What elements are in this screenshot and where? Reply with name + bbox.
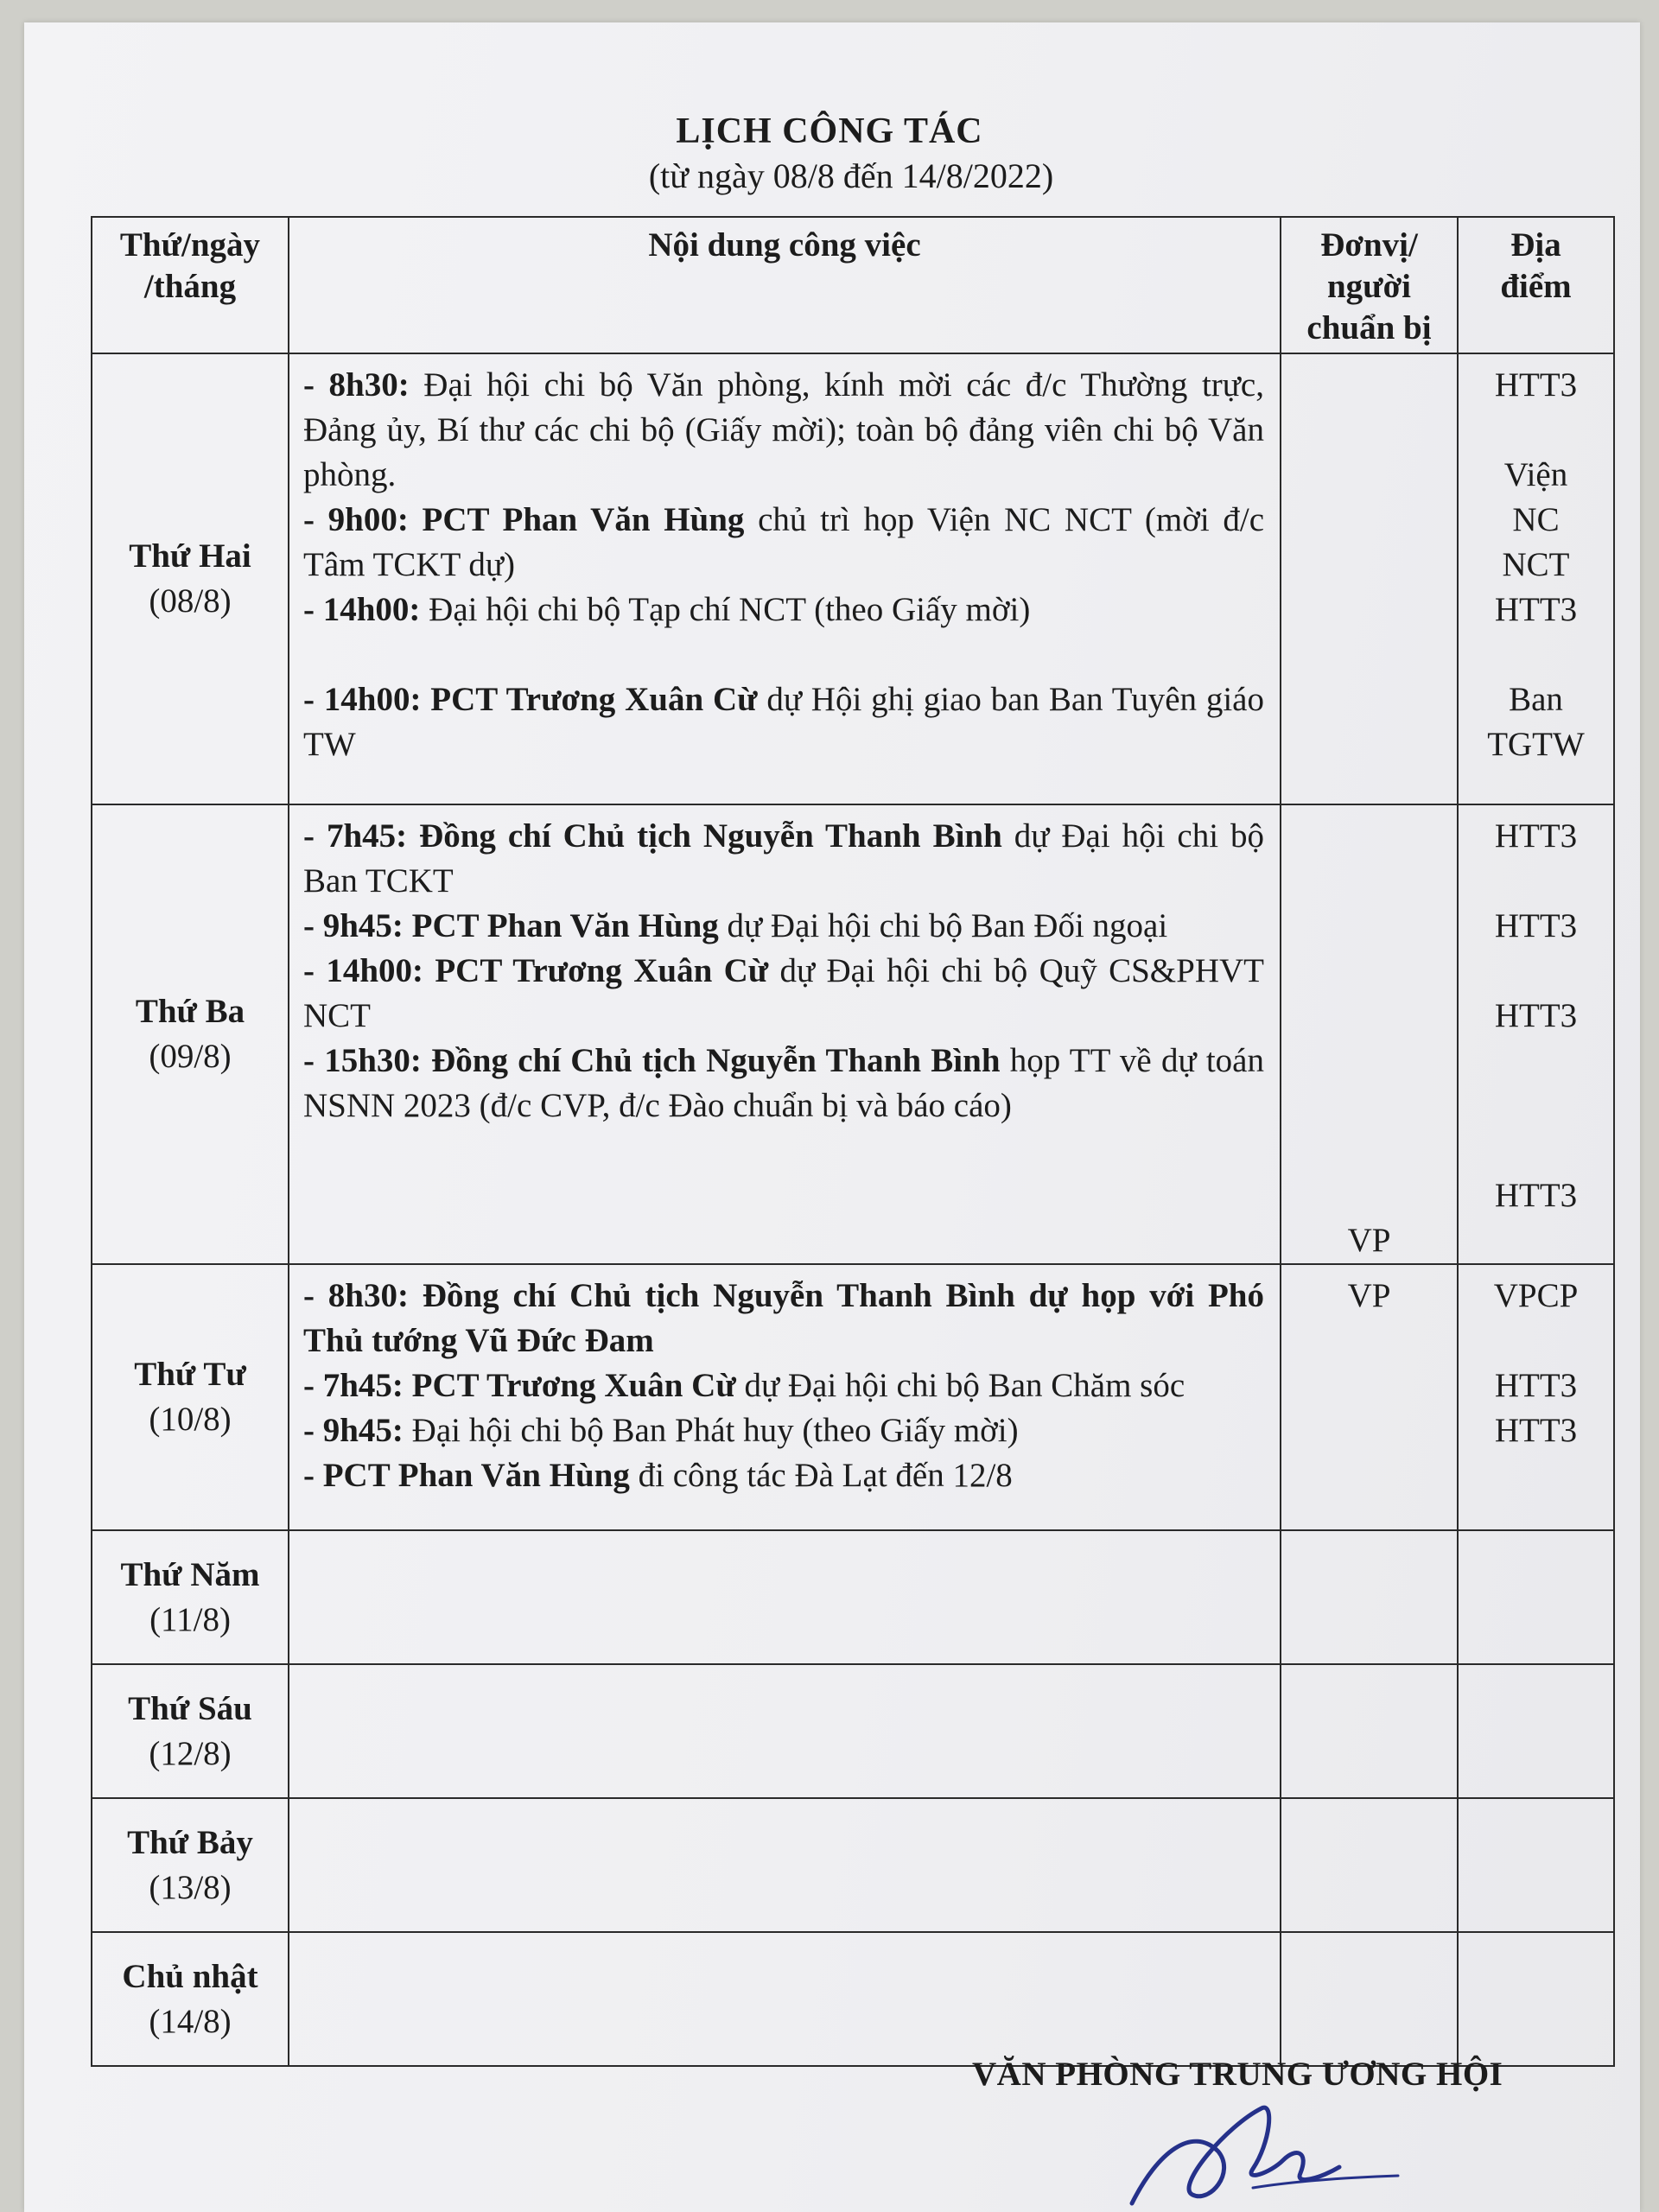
day-cell <box>92 1264 289 1530</box>
unit-cell <box>1281 1664 1458 1798</box>
day-cell <box>92 1530 289 1664</box>
day-date: (11/8) <box>149 1600 231 1638</box>
document-title: LỊCH CÔNG TÁC <box>676 111 983 151</box>
issuing-office: VĂN PHÒNG TRUNG ƯƠNG HỘI <box>972 2056 1503 2093</box>
day-cell <box>92 353 289 804</box>
day-date: (08/8) <box>149 582 232 620</box>
unit-cell <box>1281 1932 1458 2066</box>
unit-cell: VP <box>1281 804 1458 1264</box>
table-row <box>92 353 1614 804</box>
day-name: Thứ Năm <box>120 1555 260 1593</box>
day-name: Thứ Bảy <box>127 1823 253 1861</box>
place-cell: HTT3 Viện NC NCT HTT3 Ban TGTW <box>1458 353 1614 804</box>
header-content: Nội dung công việc <box>289 217 1281 353</box>
table-row <box>92 804 1614 1264</box>
header-place: Địa điểm <box>1458 217 1614 353</box>
table-header-row <box>92 217 1614 353</box>
day-name: Thứ Ba <box>135 993 245 1030</box>
task-item: - 9h45: Đại hội chi bộ Ban Phát huy (theo Giấy mời) <box>303 1412 1019 1449</box>
day-name: Thứ Tư <box>134 1356 246 1393</box>
place-cell <box>1458 1664 1614 1798</box>
day-date: (09/8) <box>149 1038 232 1075</box>
unit-cell <box>1281 353 1458 804</box>
place-cell <box>1458 1530 1614 1664</box>
task-item: - PCT Phan Văn Hùng đi công tác Đà Lạt đến 12/8 <box>303 1457 1013 1494</box>
content-cell <box>289 1264 1281 1530</box>
table-row <box>92 1530 1614 1664</box>
place-cell: HTT3 HTT3 HTT3 HTT3 <box>1458 804 1614 1264</box>
day-cell <box>92 1664 289 1798</box>
document-subtitle: (từ ngày 08/8 đến 14/8/2022) <box>648 156 1054 195</box>
unit-cell <box>1281 1530 1458 1664</box>
place-cell <box>1458 1798 1614 1932</box>
table-row <box>92 1264 1614 1530</box>
task-item: - 9h45: PCT Phan Văn Hùng dự Đại hội chi bộ Ban Đối ngoại <box>303 907 1168 944</box>
content-cell <box>289 804 1281 1264</box>
content-cell <box>289 1932 1281 2066</box>
header-unit: Đơnvị/ người chuẩn bị <box>1281 217 1458 353</box>
day-date: (13/8) <box>149 1868 232 1906</box>
content-cell <box>289 353 1281 804</box>
day-name: Thứ Sáu <box>128 1689 252 1727</box>
task-item: - 14h00: PCT Trương Xuân Cừ dự Đại hội chi bộ Quỹ CS&PHVT NCT <box>303 952 1264 1034</box>
day-name: Thứ Hai <box>129 537 251 575</box>
day-cell <box>92 1932 289 2066</box>
task-item: - 7h45: Đồng chí Chủ tịch Nguyễn Thanh Bình dự Đại hội chi bộ Ban TCKT <box>303 817 1265 899</box>
task-item: - 14h00: Đại hội chi bộ Tạp chí NCT (theo Giấy mời) <box>303 591 1031 628</box>
task-item: - 15h30: Đồng chí Chủ tịch Nguyễn Thanh Bình họp TT về dự toán NSNN 2023 (đ/c CVP, đ/c Đào chuẩn bị và báo cáo) <box>303 1042 1264 1124</box>
content-cell <box>289 1664 1281 1798</box>
day-date: (14/8) <box>149 2002 232 2040</box>
unit-cell <box>1281 1798 1458 1932</box>
table-row <box>92 1798 1614 1932</box>
task-item: - 8h30: Đồng chí Chủ tịch Nguyễn Thanh Bình dự họp với Phó Thủ tướng Vũ Đức Đam <box>303 1277 1264 1359</box>
task-item: - 9h00: PCT Phan Văn Hùng chủ trì họp Viện NC NCT (mời đ/c Tâm TCKT dự) <box>303 501 1265 583</box>
schedule-table <box>91 216 1615 2067</box>
content-cell <box>289 1530 1281 1664</box>
place-cell: VPCP HTT3 HTT3 <box>1458 1264 1614 1530</box>
day-name: Chủ nhật <box>122 1957 258 1995</box>
day-date: (12/8) <box>149 1734 232 1772</box>
place-cell <box>1458 1932 1614 2066</box>
table-row <box>92 1932 1614 2066</box>
task-item: - 7h45: PCT Trương Xuân Cừ dự Đại hội chi bộ Ban Chăm sóc <box>303 1367 1185 1404</box>
unit-cell: VP <box>1281 1264 1458 1530</box>
task-item: - 14h00: PCT Trương Xuân Cừ dự Hội ghị giao ban Ban Tuyên giáo TW <box>303 681 1264 763</box>
day-cell <box>92 1798 289 1932</box>
handwritten-signature <box>1123 2091 1400 2212</box>
content-cell <box>289 1798 1281 1932</box>
table-row <box>92 1664 1614 1798</box>
task-item: - 8h30: Đại hội chi bộ Văn phòng, kính mời các đ/c Thường trực, Đảng ủy, Bí thư các chi bộ (Giấy mời); toàn bộ đảng viên chi bộ Văn phòng. <box>303 366 1264 493</box>
header-day: Thứ/ngày /tháng <box>92 217 289 353</box>
day-date: (10/8) <box>149 1401 232 1438</box>
day-cell <box>92 804 289 1264</box>
